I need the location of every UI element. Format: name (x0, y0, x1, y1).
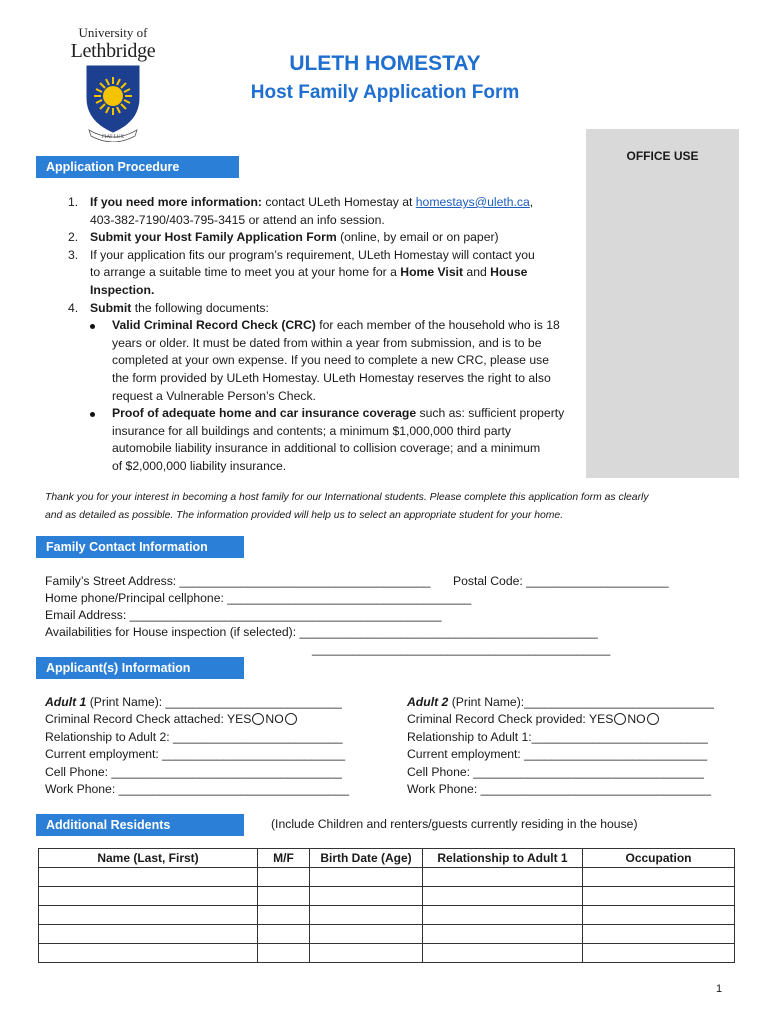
adult2-crc-yes-radio[interactable] (614, 713, 626, 725)
col-birthdate-header: Birth Date (Age) (310, 849, 423, 868)
residents-note: (Include Children and renters/guests currently residing in the house) (271, 817, 638, 831)
adult1-crc-row: Criminal Record Check attached: YES NO (45, 711, 298, 728)
logo-line2: Lethbridge (70, 40, 156, 62)
procedure-item-4: 4. Submit the following documents: (68, 300, 269, 315)
logo-line1: University of (78, 25, 148, 40)
bullet-icon (90, 324, 95, 329)
page-subtitle: Host Family Application Form (250, 82, 520, 103)
intro-text: Thank you for your interest in becoming a host family for our International students. Please complete this application form as clearly and as detailed as possible. The information provided will help us to select an appropriate student for your home. (45, 492, 649, 521)
office-use-label: OFFICE USE (626, 149, 699, 163)
table-row[interactable] (39, 868, 735, 887)
adult2-relationship-field[interactable]: Relationship to Adult 1:__________________________ (407, 730, 708, 744)
adult1-work-field[interactable]: Work Phone: __________________________________ (45, 782, 350, 796)
table-header-row (39, 849, 735, 868)
postal-code-field[interactable]: Postal Code: _____________________ (453, 574, 669, 588)
adult1-cell-field[interactable]: Cell Phone: __________________________________ (45, 765, 342, 779)
page-title: ULETH HOMESTAY (289, 52, 481, 75)
table-row[interactable] (39, 944, 735, 963)
logo-motto: FIAT LUX (102, 135, 124, 140)
office-use-box (586, 129, 739, 478)
adult1-crc-yes-radio[interactable] (252, 713, 264, 725)
page-number: 1 (716, 983, 723, 995)
adult2-crc-row: Criminal Record Check provided: YES NO (407, 711, 660, 728)
procedure-bullet-insurance: Proof of adequate home and car insurance coverage such as: sufficient property insurance for all buildings and contents; a minimum $1,000,000 third party automobile liability insurance in additional to collision coverage; and a minimum of $2,000,000 liability insurance. (68, 405, 588, 475)
procedure-heading: Application Procedure (36, 156, 239, 178)
applicants-heading: Applicant(s) Information (36, 657, 244, 679)
residents-table (38, 848, 735, 963)
availability-field[interactable]: Availabilities for House inspection (if selected): ____________________________________________ (45, 625, 598, 639)
adult2-name-field[interactable]: Adult 2 (Print Name):____________________________ (407, 695, 714, 709)
col-sex-header: M/F (258, 849, 310, 868)
table-row[interactable] (39, 887, 735, 906)
residents-heading: Additional Residents (36, 814, 244, 836)
family-contact-heading: Family Contact Information (36, 536, 244, 558)
table-row[interactable] (39, 925, 735, 944)
email-field[interactable]: Email Address: ______________________________________________ (45, 608, 442, 622)
procedure-bullet-crc: Valid Criminal Record Check (CRC) for each member of the household who is 18 years or older. It must be dated from within a year from submission, and is to be completed at your own expense. If you need to complete a new CRC, please use the form provided by ULeth Homestay. ULeth Homestay reserves the right to also request a Vulnerable Person’s Check. (68, 317, 588, 405)
col-name-header: Name (Last, First) (39, 849, 258, 868)
bullet-icon (90, 412, 95, 417)
col-relationship-header: Relationship to Adult 1 (423, 849, 583, 868)
adult2-employment-field[interactable]: Current employment: ___________________________ (407, 747, 708, 761)
street-address-field[interactable]: Family’s Street Address: _____________________________________ (45, 574, 431, 588)
adult2-crc-no-radio[interactable] (647, 713, 659, 725)
adult1-crc-no-radio[interactable] (285, 713, 297, 725)
adult2-cell-field[interactable]: Cell Phone: __________________________________ (407, 765, 704, 779)
adult1-employment-field[interactable]: Current employment: ___________________________ (45, 747, 346, 761)
procedure-list (68, 194, 588, 476)
col-occupation-header: Occupation (583, 849, 735, 868)
adult1-name-field[interactable]: Adult 1 (Print Name): __________________________ (45, 695, 342, 709)
procedure-item-1: 1. If you need more information: contact ULeth Homestay at homestays@uleth.ca, 403-382-7190/403-795-3415 or attend an info session. (68, 195, 534, 227)
table-row[interactable] (39, 906, 735, 925)
home-phone-field[interactable]: Home phone/Principal cellphone: ____________________________________ (45, 591, 472, 605)
adult1-relationship-field[interactable]: Relationship to Adult 2: _________________________ (45, 730, 343, 744)
availability-field-line2[interactable]: ____________________________________________ (312, 642, 611, 656)
procedure-item-3: 3. If your application fits our program’s requirement, ULeth Homestay will contact you to arrange a suitable time to meet you at your home for a Home Visit and House Inspection. (68, 247, 535, 297)
email-link[interactable]: homestays@uleth.ca (415, 195, 530, 209)
procedure-item-2: 2. Submit your Host Family Application Form (online, by email or on paper) (68, 230, 499, 245)
adult2-work-field[interactable]: Work Phone: __________________________________ (407, 782, 712, 796)
